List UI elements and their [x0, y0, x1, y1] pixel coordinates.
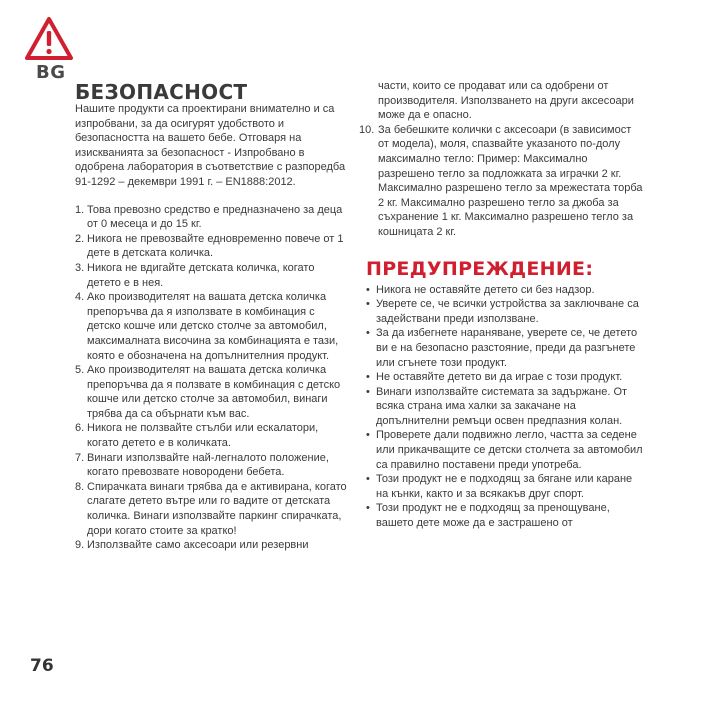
warning-list — [366, 283, 644, 531]
warning-item: • Уверете се, че всички устройства за заключване са задействани преди използване. — [366, 298, 639, 325]
list-item: 2. Никога не превозвайте едновременно повече от 1 дете в детската количка. — [75, 232, 344, 260]
list-item: 1. Това превозно средство е предназначено за деца от 0 месеца и до 15 кг. — [75, 203, 343, 231]
warning-item: • Този продукт не е подходящ за бягане или каране на кънки, както и за всякакъв друг спорт. — [366, 473, 633, 500]
warning-item: • Не оставяйте детето ви да играе с този продукт. — [366, 371, 623, 384]
warning-triangle-icon — [24, 16, 74, 62]
warning-item: • Проверете дали подвижно легло, частта за седене или прикачващите се детски столчета за автомобил са правилно поставени преди употреба. — [366, 429, 643, 471]
safety-list-continued — [359, 79, 644, 240]
list-item: 10. За бебешките колички с аксесоари (в зависимост от модела), моля, спазвайте указаното по-долу максимално тегло: Пример: Максимално разрешено тегло за подложката за играчки 2 кг. Максимално разрешено тегло за мрежестата торба 2 кг. Максимално разрешено тегло за джоба за съхранение 1 кг. Максимално разрешено тегло за кошницата 2 кг. — [359, 123, 643, 238]
page-number: 76 — [30, 656, 54, 676]
warning-item: • За да избегнете нараняване, уверете се, че детето ви е на безопасно разстояние, преди да разгънете или сгънете този продукт. — [366, 327, 638, 369]
list-item: 6. Никога не ползвайте стълби или ескалатори, когато детето е в количката. — [75, 422, 319, 450]
warning-item: • Винаги използвайте системата за задържане. От всяка страна има халки за закачане на допълнителни ремъци освен предпазния колан. — [366, 385, 628, 427]
list-item: 3. Никога не вдигайте детската количка, когато детето е в нея. — [75, 261, 315, 289]
list-item: 9. Използвайте само аксесоари или резервни — [75, 539, 309, 552]
list-item: 4. Ако производителят на вашата детска количка препоръчва да я използвате в комбинация с детско кошче или детско столче за автомобил, максималната височина за комбинацията е тази, която е обозначена на допълнителния продукт. — [75, 291, 339, 362]
safety-intro: Нашите продукти са проектирани внимателно и са изпробвани, за да осигурят удобството и безопасността на вашето бебе. Отговаря на изискванията за безопасност - Изпробвано в одобрена лаборатория в съответствие с разпоредба 91-1292 – декември 1991 г. – EN1888:2012. — [75, 103, 346, 188]
warning-title: ПРЕДУПРЕЖДЕНИЕ: — [366, 257, 594, 280]
list-item-continued: части, които се продават или са одобрени от производителя. Използването на други аксесоари може да е опасно. — [378, 80, 634, 122]
language-code: BG — [36, 62, 66, 83]
list-item: 8. Спирачката винаги трябва да е активирана, когато слагате детето вътре или го вадите от детската количка. Винаги използвайте паркинг спирачката, дори когато стоите за кратко! — [75, 480, 347, 537]
safety-column — [75, 82, 347, 553]
continuation-column — [359, 79, 644, 531]
safety-title: БЕЗОПАСНОСТ — [75, 80, 248, 104]
warning-item: • Този продукт не е подходящ за пренощуване, вашето дете може да е застрашено от — [366, 502, 610, 530]
warning-item: • Никога не оставяйте детето си без надзор. — [366, 283, 595, 296]
list-item: 5. Ако производителят на вашата детска количка препоръчва да я ползвате в комбинация с детско кошче или детско столче за автомобил, винаги трябва да са обърнати към вас. — [75, 364, 341, 420]
safety-list — [75, 203, 347, 553]
list-item: 7. Винаги използвайте най-легналото положение, когато превозвате новородени бебета. — [75, 451, 329, 479]
